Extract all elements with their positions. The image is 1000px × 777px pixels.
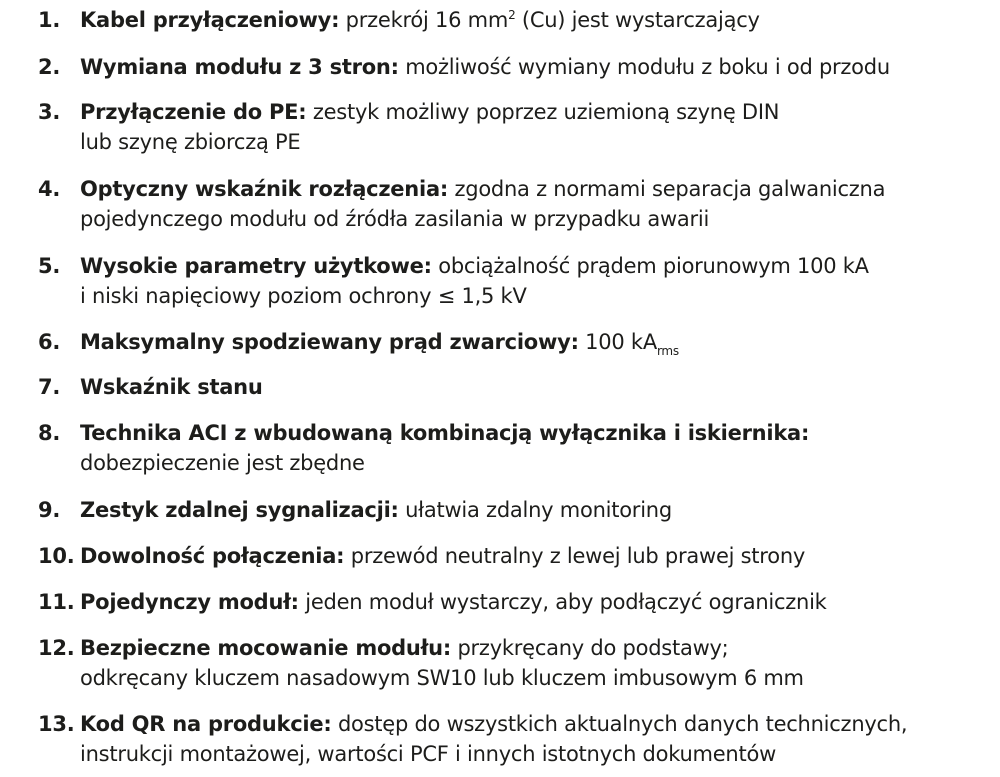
item-title: Przyłączenie do PE:: [80, 100, 307, 124]
item-number: 8.: [38, 421, 61, 445]
item-title: Wskaźnik stanu: [80, 375, 263, 399]
item-text: zestyk możliwy poprzez uziemioną szynę DIN: [312, 100, 780, 124]
item-title: Pojedynczy moduł:: [80, 590, 299, 614]
item-title: Zestyk zdalnej sygnalizacji:: [80, 498, 399, 522]
item-title: Maksymalny spodziewany prąd zwarciowy:: [80, 330, 579, 354]
item-number: 2.: [38, 55, 61, 79]
item-number: 3.: [38, 100, 61, 124]
item-line: [80, 495, 672, 525]
item-line: [80, 52, 890, 82]
item-line: [80, 174, 885, 204]
item-line: [80, 372, 263, 402]
item-title: Wysokie parametry użytkowe:: [80, 254, 432, 278]
item-text: jeden moduł wystarczy, aby podłączyć ogranicznik: [305, 590, 827, 614]
item-line-2: pojedynczego modułu od źródła zasilania w przypadku awarii: [80, 207, 710, 231]
item-title: Wymiana modułu z 3 stron:: [80, 55, 399, 79]
item-text-after: (Cu) jest wystarczający: [515, 8, 760, 32]
item-number: 7.: [38, 375, 61, 399]
item-line: [80, 251, 869, 281]
item-text: przekrój 16 mm: [345, 8, 509, 32]
item-line-2: lub szynę zbiorczą PE: [80, 130, 301, 154]
item-text: 100 kA: [585, 330, 657, 354]
item-line-2: instrukcji montażowej, wartości PCF i innych istotnych dokumentów: [80, 742, 776, 766]
item-number: 4.: [38, 177, 61, 201]
item-number: 13.: [38, 712, 75, 736]
item-line: [80, 97, 779, 127]
subscript: rms: [656, 344, 679, 358]
item-number: 12.: [38, 636, 75, 660]
item-line: [80, 587, 827, 617]
item-title: Kod QR na produkcie:: [80, 712, 332, 736]
item-line-2: i niski napięciowy poziom ochrony ≤ 1,5 kV: [80, 284, 527, 308]
item-line: [80, 5, 760, 35]
item-title: Technika ACI z wbudowaną kombinacją wyłącznika i iskiernika:: [80, 421, 810, 445]
item-number: 1.: [38, 8, 61, 32]
item-text: zgodna z normami separacja galwaniczna: [454, 177, 886, 201]
item-number: 6.: [38, 330, 61, 354]
superscript: 2: [508, 8, 516, 22]
item-text: możliwość wymiany modułu z boku i od przodu: [405, 55, 890, 79]
item-text: dostęp do wszystkich aktualnych danych technicznych,: [337, 712, 908, 736]
item-line-2: dobezpieczenie jest zbędne: [80, 451, 365, 475]
item-title: Optyczny wskaźnik rozłączenia:: [80, 177, 449, 201]
item-title: Bezpieczne mocowanie modułu:: [80, 636, 452, 660]
item-line-2: odkręcany kluczem nasadowym SW10 lub kluczem imbusowym 6 mm: [80, 666, 804, 690]
item-text: przewód neutralny z lewej lub prawej strony: [350, 544, 806, 568]
item-text: ułatwia zdalny monitoring: [405, 498, 672, 522]
item-line: [80, 541, 805, 571]
item-text: obciążalność prądem piorunowym 100 kA: [438, 254, 869, 278]
item-number: 5.: [38, 254, 61, 278]
item-number: 9.: [38, 498, 61, 522]
item-text: przykręcany do podstawy;: [457, 636, 729, 660]
item-line: [80, 709, 907, 739]
item-title: Kabel przyłączeniowy:: [80, 8, 340, 32]
item-line: [80, 327, 679, 357]
item-line: [80, 418, 809, 448]
item-number: 10.: [38, 544, 75, 568]
item-title: Dowolność połączenia:: [80, 544, 345, 568]
item-number: 11.: [38, 590, 75, 614]
item-line: [80, 633, 729, 663]
